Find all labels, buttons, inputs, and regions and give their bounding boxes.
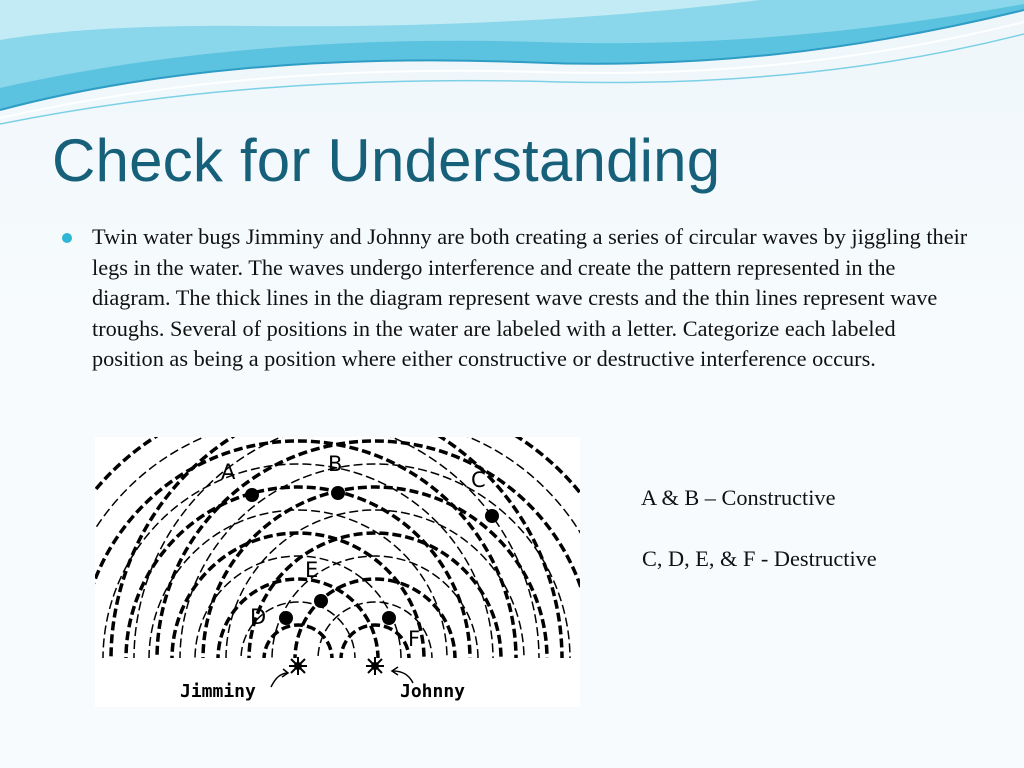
- jimminy-wave-crests: [95, 437, 562, 707]
- bullet-dot-icon: [62, 233, 72, 243]
- point-b: [331, 486, 345, 500]
- label-e: E: [305, 558, 319, 582]
- jimminy-bug-icon: [289, 657, 307, 675]
- label-c: C: [471, 468, 486, 492]
- interference-diagram: [95, 437, 580, 707]
- point-a: [245, 488, 259, 502]
- johnny-label: Johnny: [400, 681, 466, 702]
- jimminy-label: Jimminy: [180, 681, 256, 702]
- interference-diagram-svg: [95, 437, 580, 707]
- answer-destructive: C, D, E, & F - Destructive: [642, 546, 877, 571]
- label-a: A: [221, 460, 236, 484]
- label-b: B: [328, 452, 343, 476]
- johnny-wave-crests: [111, 437, 580, 707]
- point-d: [279, 611, 293, 625]
- johnny-wave-troughs: [134, 437, 580, 707]
- slide-title: Check for Understanding: [52, 127, 721, 194]
- point-c: [485, 509, 499, 523]
- johnny-bug-icon: [366, 657, 384, 675]
- point-e: [314, 594, 328, 608]
- bullet-text: Twin water bugs Jimminy and Johnny are both creating a series of circular waves by jiggling their legs in the water. The waves undergo interference and create the pattern represented in the diagram. The thick lines in the diagram represent wave crests and the thin lines represent wave troughs. Several of positions in the water are labeled with a letter. Categorize each labeled position as being a position where either constructive or destructive interference occurs.: [92, 224, 968, 372]
- point-f: [382, 611, 396, 625]
- source-arrows: [271, 667, 413, 687]
- header-wave-banner: [0, 0, 1024, 130]
- answer-constructive: A & B – Constructive: [641, 485, 836, 510]
- label-d: D: [250, 605, 267, 629]
- label-f: F: [408, 627, 421, 651]
